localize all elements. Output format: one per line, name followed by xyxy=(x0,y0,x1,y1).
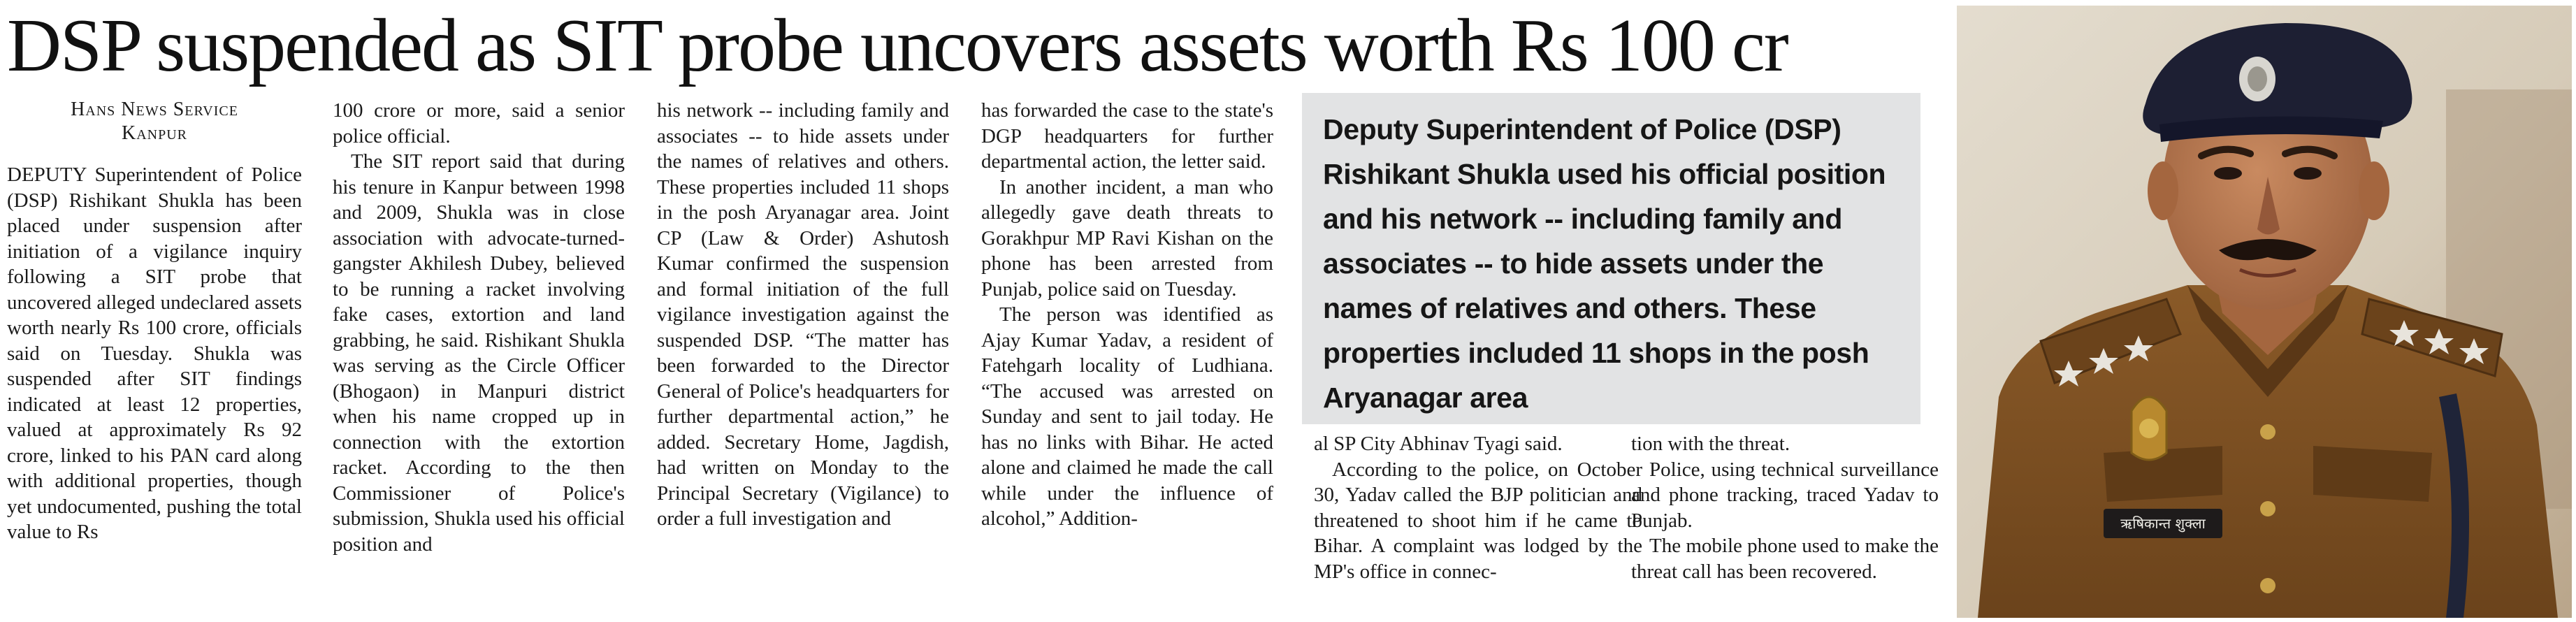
uniform-button xyxy=(2260,578,2275,593)
name-tag-text: ऋषिकान्त शुक्ला xyxy=(2120,515,2206,532)
paragraph: The SIT report said that during his tenure in Kanpur between 1998 and 2009, Shukla was in close association with advocate-turned-gangster Akhilesh Dubey, believed to be running a racket involving fake cases, extortion and land grabbing, he said. Rishikant Shukla was serving as the Circle Officer (Bhogaon) in Manpuri district when his name cropped up in connection with the extortion racket. According to the then Commissioner of Police's submission, Shukla used his official position and xyxy=(333,150,625,556)
paragraph: his network -- including family and associates -- to hide assets under the names of relatives and others. These properties included 11 shops in the posh Aryanagar area. Joint CP (Law & Order) Ashutosh Kumar confirmed the suspension and formal initiation of the full vigilance investigation against the suspended DSP. “The matter has been forwarded to the Director General of Police's headquarters for further departmental action,” he added. Secretary Home, Jagdish, had written on Monday to the Principal Secretary (Vigilance) to order a full investigation and xyxy=(657,99,949,530)
paragraph: DEPUTY Superintendent of Police (DSP) Rishikant Shukla has been placed under suspension after initiation of a vigilance inquiry following a SIT probe that uncovered alleged undeclared assets worth nearly Rs 100 crore, officials said on Tuesday. Shukla was suspended after SIT findings indicated at least 12 properties, valued at approximately Rs 92 crore, linked to his PAN card along with additional properties, though yet undocumented, pushing the total value to Rs xyxy=(7,164,302,543)
article-column-2 xyxy=(333,98,625,621)
byline xyxy=(7,98,302,145)
headline: DSP suspended as SIT probe uncovers assets worth Rs 100 cr xyxy=(7,4,1788,87)
paragraph: The person was identified as Ajay Kumar Yadav, a resident of Fatehgarh locality of Ludhiana. “The accused was arrested on Sunday and sent to jail today. He has no links with Bihar. He acted alone and claimed he made the call while under the influence of alcohol,” Addition- xyxy=(981,303,1273,530)
officer-photo xyxy=(1957,6,2572,618)
byline-place: Kanpur xyxy=(121,122,187,144)
pull-quote: Deputy Superintendent of Police (DSP) Rishikant Shukla used his official position and his network -- including family and associates -- to hide assets under the names of relatives and others. These properties included 11 shops in the posh Aryanagar area xyxy=(1302,93,1920,424)
article-column-6 xyxy=(1631,431,1939,621)
paragraph: According to the police, on October 30, Yadav called the BJP politician and threatened to shoot him if he came to Bihar. A complaint was lodged by the MP's office in connec- xyxy=(1314,458,1642,583)
article-column-1 xyxy=(7,98,302,621)
article-column-5 xyxy=(1314,431,1642,621)
left-ear xyxy=(2148,161,2178,220)
article-column-4 xyxy=(981,98,1273,621)
paragraph: has forwarded the case to the state's DGP headquarters for further departmental action, the letter said. xyxy=(981,99,1273,173)
paragraph: The mobile phone used to make the threat call has been recovered. xyxy=(1631,535,1939,583)
byline-service: Hans News Service xyxy=(71,99,238,120)
paragraph: Police, using technical surveillance and phone tracking, traced Yadav to Punjab. xyxy=(1631,458,1939,532)
paragraph: 100 crore or more, said a senior police official. xyxy=(333,99,625,147)
paragraph: al SP City Abhinav Tyagi said. xyxy=(1314,433,1563,455)
police-badge xyxy=(2132,397,2166,460)
right-ear xyxy=(2359,161,2389,220)
article-column-3 xyxy=(657,98,949,621)
uniform-button xyxy=(2260,501,2275,516)
paragraph: tion with the threat. xyxy=(1631,433,1790,455)
right-eye xyxy=(2294,167,2322,180)
beret-badge xyxy=(2239,57,2275,101)
paragraph: In another incident, a man who allegedly gave death threats to Gorakhpur MP Ravi Kishan on the phone has been arrested from Punjab, police said on Tuesday. xyxy=(981,175,1273,301)
officer-illustration xyxy=(1957,6,2572,618)
right-pocket xyxy=(2313,446,2432,502)
left-eye xyxy=(2214,167,2242,180)
uniform-button xyxy=(2260,424,2275,440)
